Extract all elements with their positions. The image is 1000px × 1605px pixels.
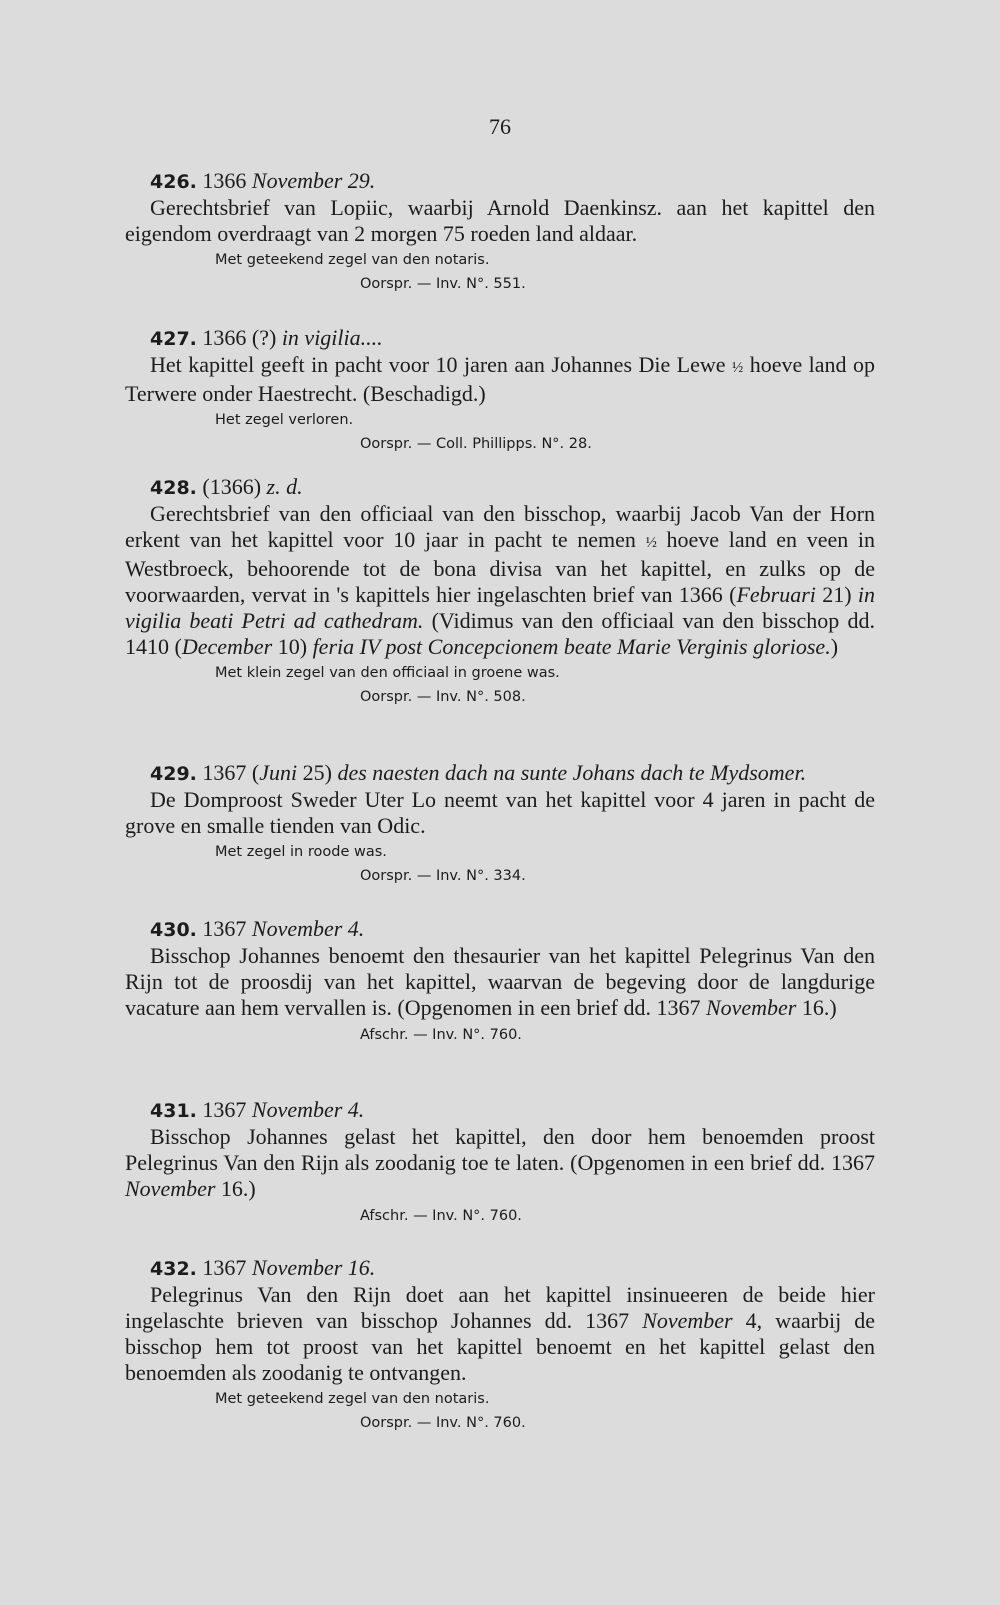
entry-date: 1367 ( [202,760,260,785]
entry-date-italic: November 4. [251,1097,365,1122]
entry-text-italic: Februari [736,582,816,607]
entry-text-part: 16.) [796,995,837,1020]
entry-date: 1367 [202,1097,247,1122]
entry-date-italic: Juni [259,760,298,785]
fraction: ½ [645,535,657,551]
source-note: Afschr. — Inv. N°. 760. [360,1027,522,1043]
entry-heading [150,325,875,352]
entry-date: 1367 [202,916,247,941]
entry-text [125,943,875,1021]
entry-text-part: 4, waarbij de bisschop hem tot proost van het kapittel benoemt en het kapittel gelast den benoemden als zoodanig te ontvangen. [125,1308,876,1385]
entry-text-italic: December [181,634,273,659]
entry-date: 1366 (?) [202,325,277,350]
entry-text-part: Gerechtsbrief van den officiaal van den bisschop, waarbij Jacob Van der Horn erkent van het kapittel voor 10 jaar in pacht te nemen [125,501,875,552]
entry-text-part: hoeve land en veen in Westbroeck, behoorende tot de bona divisa van het kapittel, en zulks op de voorwaarden, vervat in 's kapittels hier ingelaschten brief van 1366 ( [125,527,876,607]
seal-note: Met zegel in roode was. [215,844,387,860]
entry-text-part: Bisschop Johannes benoemt den thesaurier van het kapittel Pelegrinus Van den Rijn tot de proosdij van het kapittel, waarvan de begeving door de langdurige vacature aan hem vervallen is. (Opgenomen in een brief dd. 1367 [125,943,875,1020]
entry-427 [125,325,875,454]
entry-date-italic: des naesten dach na sunte Johans dach te Mydsomer. [337,760,807,785]
entry-number: 432. [150,1258,197,1280]
entry-text: Gerechtsbrief van Lopiic, waarbij Arnold Daenkinsz. aan het kapittel den eigendom overdraagt van 2 morgen 75 roeden land aldaar. [125,195,875,246]
source-note: Oorspr. — Inv. N°. 334. [360,868,526,884]
entry-date: 1366 [202,168,247,193]
entry-432 [125,1255,875,1433]
entry-429 [125,760,875,886]
entry-heading [150,1255,875,1282]
entry-date-part: 25) [297,760,338,785]
entry-text-italic: feria IV post Concepcionem beate Marie Verginis gloriose. [312,634,831,659]
entry-date: (1366) [202,474,262,499]
entry-text-part: hoeve land op Terwere onder Haestrecht. (Beschadigd.) [125,352,876,406]
entry-date-italic: November 16. [251,1255,376,1280]
entry-heading [150,168,875,195]
entry-text-part: Het kapittel geeft in pacht voor 10 jaren aan Johannes Die Lewe [150,352,726,377]
entry-text-italic: November [642,1308,733,1333]
entry-text-italic: November [705,995,797,1020]
entry-number: 430. [150,919,197,941]
entry-number: 428. [150,477,197,499]
source-note: Oorspr. — Inv. N°. 508. [360,689,526,705]
entry-426 [125,168,875,294]
entry-text-part: 21) [815,582,858,607]
entry-text-italic: November [125,1176,216,1201]
entry-text: De Domproost Sweder Uter Lo neemt van het kapittel voor 4 jaren in pacht de grove en smalle tienden van Odic. [125,787,875,838]
source-note: Oorspr. — Inv. N°. 551. [360,276,526,292]
seal-note: Het zegel verloren. [215,412,354,428]
entry-heading [150,760,875,787]
fraction: ½ [732,360,744,376]
entry-text-part: Bisschop Johannes gelast het kapittel, den door hem benoemden proost Pelegrinus Van den Rijn als zoodanig toe te laten. (Opgenomen in een brief dd. 1367 [125,1124,875,1175]
entry-date-italic: November 4. [251,916,365,941]
entry-number: 431. [150,1100,197,1122]
seal-note: Met geteekend zegel van den notaris. [215,1391,490,1407]
entry-text [125,1124,875,1202]
seal-note: Met geteekend zegel van den notaris. [215,252,490,268]
entry-text-italic: in vigilia beati Petri ad cathedram. [125,582,875,633]
entry-date: 1367 [202,1255,247,1280]
source-note: Afschr. — Inv. N°. 760. [360,1208,522,1224]
entry-431 [125,1097,875,1226]
entry-date-italic: in vigilia.... [281,325,383,350]
entry-text-part: 10) [272,634,313,659]
entry-text-part: Pelegrinus Van den Rijn doet aan het kapittel insinueeren de beide hier ingelaschte brieven van bisschop Johannes dd. 1367 [125,1282,875,1333]
entry-text [125,1282,875,1386]
entry-date-italic: z. d. [266,474,303,499]
entry-text [125,352,875,407]
entry-number: 427. [150,328,197,350]
entry-number: 426. [150,171,197,193]
entry-date-italic: November 29. [251,168,376,193]
seal-note: Met klein zegel van den officiaal in groene was. [215,665,560,681]
source-note: Oorspr. — Inv. N°. 760. [360,1415,526,1431]
entry-text-part: 16.) [215,1176,256,1201]
entry-text-part: ) [830,634,839,659]
entry-428 [125,474,875,707]
page-number: 76 [489,114,511,139]
entry-number: 429. [150,763,197,785]
source-note: Oorspr. — Coll. Phillipps. N°. 28. [360,436,592,452]
entry-text-part: (Vidimus van den officiaal van den bisschop dd. 1410 ( [125,608,875,659]
entry-heading [150,1097,875,1124]
entry-heading [150,474,875,501]
entry-430 [125,916,875,1045]
entry-text [125,501,875,660]
entry-heading [150,916,875,943]
